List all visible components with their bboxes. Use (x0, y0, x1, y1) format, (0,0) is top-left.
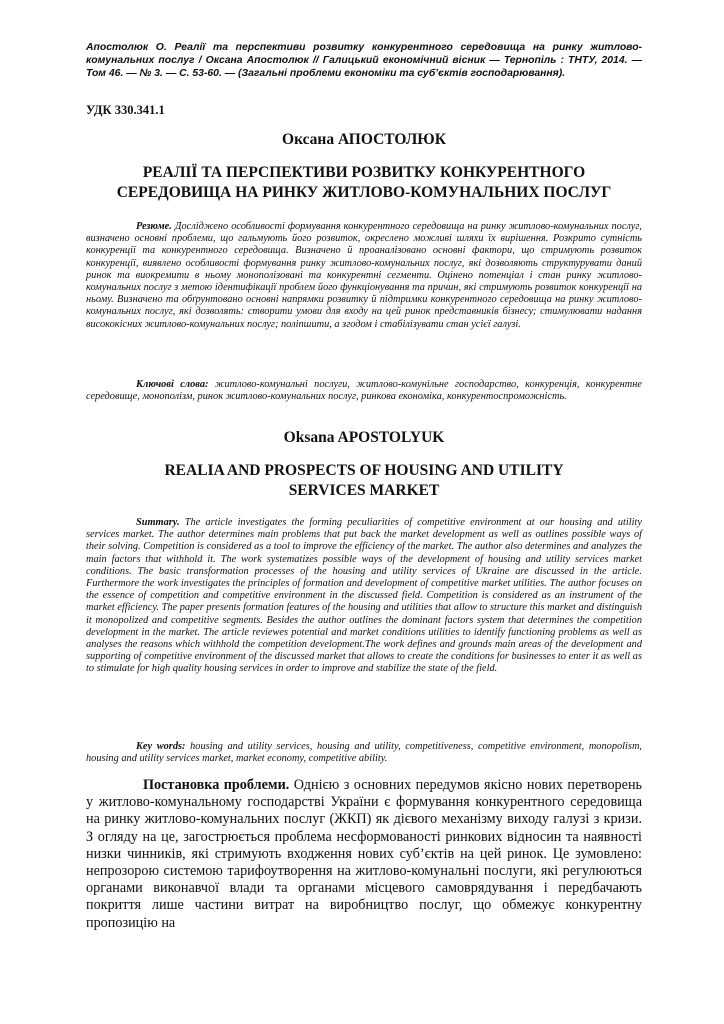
abstract-ua-text: Досліджено особливості формування конкурентного середовища на ринку житлово-комунальних послуг, визначено основні проблеми, що гальмують його розвиток, окреслено можливі шляхи їх вирішення. Розкрито сутність конкуренції та конкурентного середовища. Визначено й проаналізовано основні фактори, що стримують розвиток конкуренції, виявлено особливості формування ринку житлово-комунальних послуг, які дозволяють структурувати даний ринок та виокремити в ньому монополізовані та конкурентні сегменти. Оцінено потенціал і стан ринку житлово-комунальних послуг з метою ідентифікації проблем його функціонування та причин, які стримують розвиток конкуренції на ньому. Визначено та обґрунтовано основні напрямки розвитку й підтримки конкурентного середовища на ринку житлово-комунальних послуг, які дозволять: створити умови для входу на цей ринок представників бізнесу; стимулювати надання висококісних житлово-комунальних послуг; поліпшити, а згодом і стабілізувати стан усієї галузі. (86, 221, 642, 330)
keywords-ua-text: житлово-комунальні послуги, житлово-комунільне господарство, конкуренція, конкурентне середовище, монополізм, ринок житлово-комунальних послуг, ринкова економіка, конкурентоспроможність. (86, 379, 642, 403)
keywords-en (86, 741, 642, 765)
citation: Апостолюк О. Реалії та перспективи розвитку конкурентного середовища на ринку житлово-комунальних послуг / Оксана Апостолюк // Галицький економічний вісник — Тернопіль : ТНТУ, 2014. — Том 46. — № 3. — С. 53-60. — (Загальні проблеми економіки та суб’єктів господарювання). (86, 42, 642, 79)
keywords-en-text: housing and utility services, housing and utility, competitiveness, competitive environment, monopolism, housing and utility services market, market economy, competitive ability. (86, 741, 643, 765)
body-paragraph-text: Однією з основних передумов якісно нових перетворень у житлово-комунальному господарстві України є формування конкурентного середовища на ринку житлово-комунальних послуг (ЖКП) як дієвого механізму виходу галузі з кризи. З огляду на це, загострюється проблема несформованості ринкових відносин та наявності низки чинників, які стримують входження нових суб’єктів на цей ринок. Це зумовлено: непрозорою системою тарифоутворення на житлово-комунальні послуги, які регулюються органами виконавчої влади та органами місцевого самоврядування і передбачають покриття лише частини витрат на виробництво послуг, що обмежує конкурентну пропозицію на (86, 777, 643, 931)
abstract-ua-label: Резюме. (136, 221, 172, 232)
keywords-ua-label: Ключові слова: (136, 379, 209, 390)
abstract-en-text: The article investigates the forming peculiarities of competitive environment at our housing and utility services market. The author determines main problems that put back the market development as well as outlines possible ways of their solving. Competition is considered as a tool to improve the efficiency of the market. The author also determines and analyzes the main factors that withhold it. The work systematizes possible ways of the development of housing and utility services market conditions. The basic transformation processes of the housing and utility services of Ukraine are discussed in the article. Furthermore the work investigates the principles of formation and development of competitive market utilities. The author focuses on the essence of competition and competitive environment in the discussed field. Competition is considered as an instrument of the market efficiency. The paper presents formation features of the housing and utilities that allow to structure this market and distinguish it monopolized and competitive segments. Besides the author outlines the dominant factors system that determines the competition development in the market. The article reviewes potential and market conditions utilities to identify functioning problems as well as analyses the reasons which withhold the competition development.The work defines and grounds main areas of the development and supporting of competitive environment of the discussed market that allows to create the conditions for businesses to enter it as well as to stimulate for high quality housing services in order to improve and stabilize the state of the field. (86, 517, 642, 675)
title-en: REALIA AND PROSPECTS OF HOUSING AND UTILITY SERVICES MARKET (164, 462, 564, 499)
abstract-en-label: Summary. (136, 517, 180, 528)
section-heading: Постановка проблеми. (143, 777, 290, 793)
body-paragraph (86, 777, 642, 932)
author-en: Oksana APOSTOLYUK (283, 429, 445, 446)
abstract-ua (86, 221, 642, 331)
udk-code: УДК 330.341.1 (86, 103, 165, 117)
abstract-en (86, 517, 642, 676)
keywords-en-label: Key words: (136, 741, 186, 752)
title-ua: РЕАЛІЇ ТА ПЕРСПЕКТИВИ РОЗВИТКУ КОНКУРЕНТНОГО СЕРЕДОВИЩА НА РИНКУ ЖИТЛОВО-КОМУНАЛЬНИХ ПОСЛУГ (116, 164, 612, 201)
author-ua: Оксана АПОСТОЛЮК (282, 131, 446, 148)
keywords-ua (86, 379, 642, 403)
